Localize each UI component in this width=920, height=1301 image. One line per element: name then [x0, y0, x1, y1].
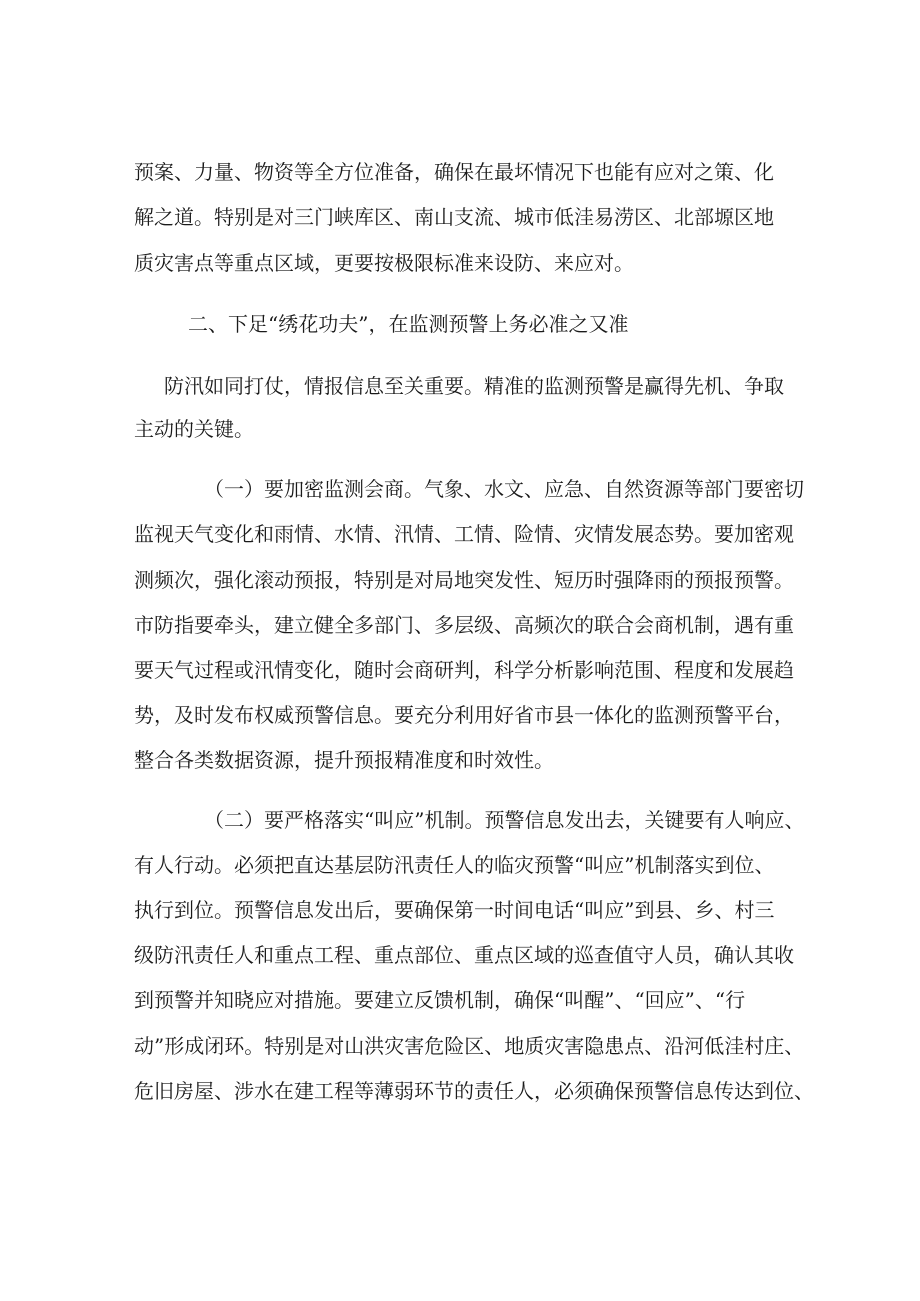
text-line: 测频次，强化滚动预报，特别是对局地突发性、短历时强降雨的预报预警。: [134, 568, 794, 592]
section-heading: 二、下足“绣花功夫”，在监测预警上务必准之又准: [188, 312, 629, 336]
text-line: 有人行动。必须把直达基层防汛责任人的临灾预警“叫应”机制落实到位、: [134, 853, 775, 877]
text-line: （一）要加密监测会商。气象、水文、应急、自然资源等部门要密切: [204, 477, 804, 501]
text-line: （二）要严格落实“叫应”机制。预警信息发出去，关键要有人响应、: [204, 808, 805, 832]
text-line: 质灾害点等重点区域，更要按极限标准来设防、来应对。: [134, 251, 634, 275]
text-line: 预案、力量、物资等全方位准备，确保在最坏情况下也能有应对之策、化: [134, 160, 774, 184]
text-line: 监视天气变化和雨情、水情、汛情、工情、险情、灾情发展态势。要加密观: [134, 522, 794, 546]
text-line: 级防汛责任人和重点工程、重点部位、重点区域的巡查值守人员，确认其收: [134, 943, 794, 967]
text-line: 防汛如同打仗，情报信息至关重要。精准的监测预警是赢得先机、争取: [164, 374, 784, 398]
text-line: 市防指要牵头，建立健全多部门、多层级、高频次的联合会商机制，遇有重: [134, 613, 794, 637]
text-line: 执行到位。预警信息发出后，要确保第一时间电话“叫应”到县、乡、村三: [134, 898, 775, 922]
text-line: 要天气过程或汛情变化，随时会商研判，科学分析影响范围、程度和发展趋: [134, 658, 794, 682]
text-line: 解之道。特别是对三门峡库区、南山支流、城市低洼易涝区、北部塬区地: [134, 205, 774, 229]
text-line: 动”形成闭环。特别是对山洪灾害危险区、地质灾害隐患点、沿河低洼村庄、: [134, 1034, 805, 1058]
text-line: 危旧房屋、涉水在建工程等薄弱环节的责任人，必须确保预警信息传达到位、: [134, 1079, 814, 1103]
text-line: 到预警并知晓应对措施。要建立反馈机制，确保“叫醒”、“回应”、“行: [134, 988, 746, 1012]
text-line: 整合各类数据资源，提升预报精准度和时效性。: [134, 748, 554, 772]
text-line: 主动的关键。: [134, 417, 254, 441]
text-line: 势，及时发布权威预警信息。要充分利用好省市县一体化的监测预警平台，: [134, 703, 794, 727]
